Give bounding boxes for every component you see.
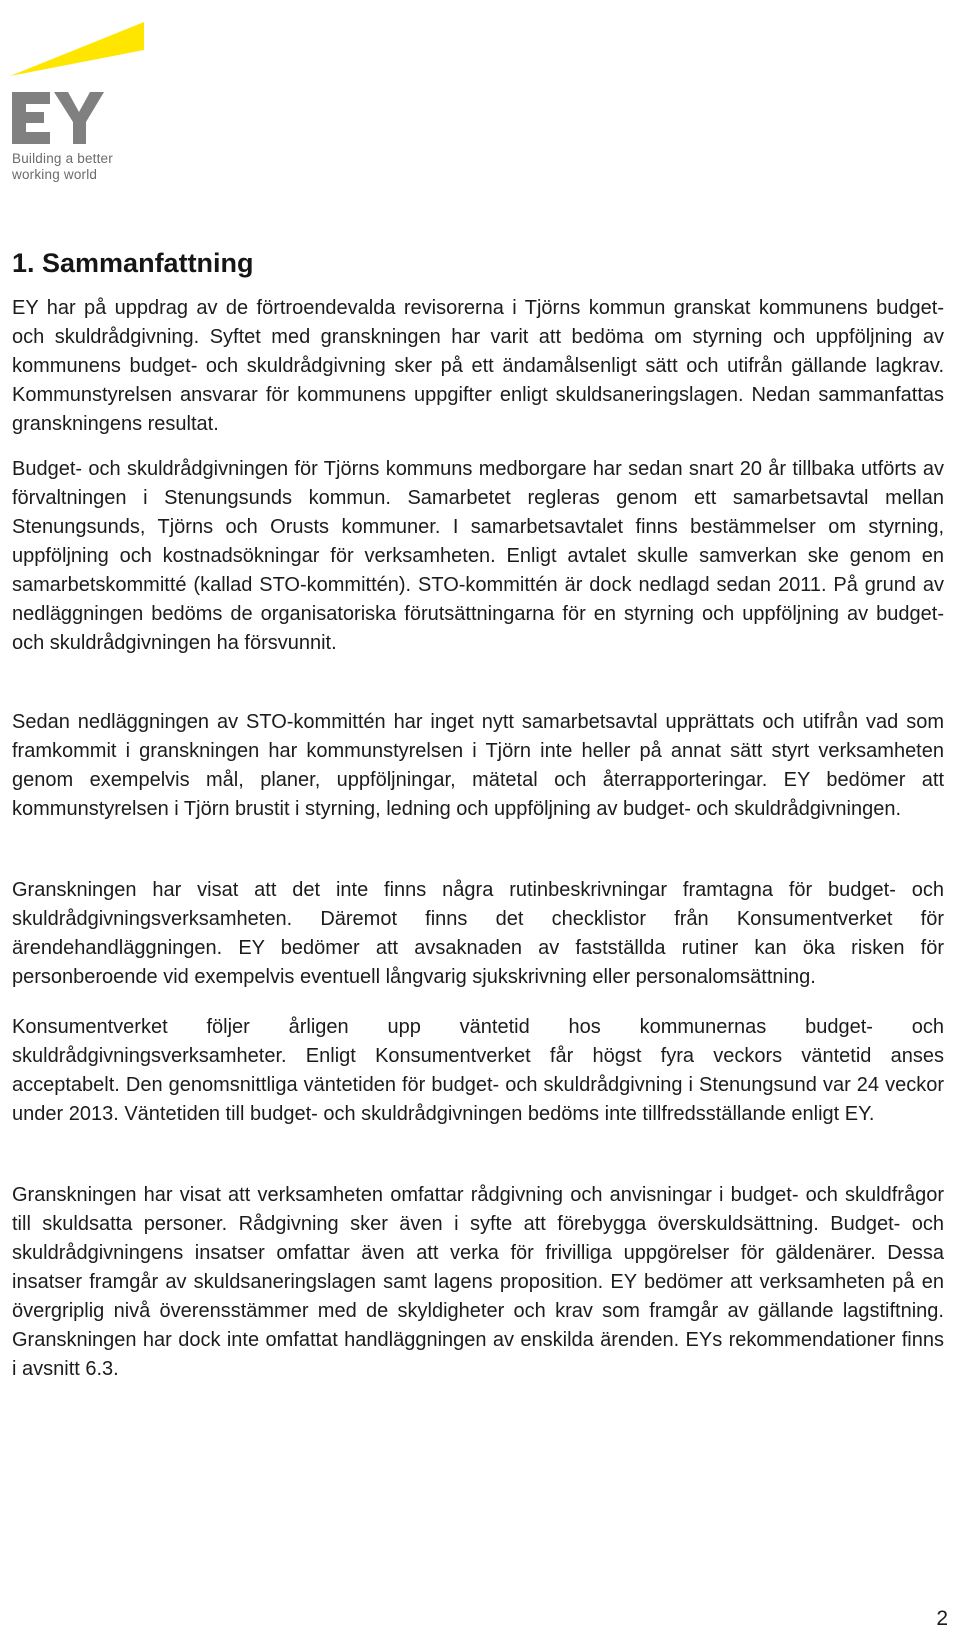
- ey-logo: [10, 14, 170, 184]
- ey-tagline-line1: Building a better: [12, 151, 113, 166]
- ey-tagline: [12, 151, 113, 183]
- page-number: 2: [936, 1607, 948, 1630]
- paragraph-2: Budget- och skuldrådgivningen för Tjörns kommuns medborgare har sedan snart 20 år tillbaka utförts av förvaltningen i Stenungsunds kommun. Samarbetet regleras genom ett samarbetsavtal mellan Stenungsunds, Tjörns och Orusts kommuner. I samarbetsavtalet finns bestämmelser om styrning, uppföljning och kostnadsökningar för verksamheten. Enligt avtalet skulle samverkan ske genom en samarbetskommitté (kallad STO-kommittén). STO-kommittén är dock nedlagd sedan 2011. På grund av nedläggningen bedöms de organisatoriska förutsättningarna för en styrning och uppföljning av budget- och skuldrådgivningen ha försvunnit.: [12, 458, 944, 654]
- paragraph-1: EY har på uppdrag av de förtroendevalda revisorerna i Tjörns kommun granskat kommunens budget- och skuldrådgivning. Syftet med granskningen har varit att bedöma om styrning och uppföljning av kommunens budget- och skuldrådgivning sker på ett ändamålsenligt sätt och utifrån gällande lagkrav. Kommunstyrelsen ansvarar för kommunens uppgifter enligt skuldsaneringslagen. Nedan sammanfattas granskningens resultat.: [12, 297, 944, 435]
- paragraph-4: Granskningen har visat att det inte finns några rutinbeskrivningar framtagna för budget- och skuldrådgivningsverksamheten. Däremot finns det checklistor från Konsumentverket för ärendehandläggningen. EY bedömer att avsaknaden av fastställda rutiner kan öka risken för personberoende vid exempelvis eventuell långvarig sjukskrivning eller personalomsättning.: [12, 879, 944, 988]
- paragraph-5: Konsumentverket följer årligen upp väntetid hos kommunernas budget- och skuldrådgivningsverksamheter. Enligt Konsumentverket får högst fyra veckors väntetid anses acceptabelt. Den genomsnittliga väntetiden för budget- och skuldrådgivning i Stenungsund var 24 veckor under 2013. Väntetiden till budget- och skuldrådgivningen bedöms inte tillfredsställande enligt EY.: [12, 1016, 944, 1125]
- ey-logo-mark: [10, 14, 170, 150]
- ey-tagline-line2: working world: [12, 167, 98, 182]
- paragraph-3: Sedan nedläggningen av STO-kommittén har inget nytt samarbetsavtal upprättats och utifrån vad som framkommit i granskningen har kommunstyrelsen i Tjörn inte heller på annat sätt styrt verksamheten genom exempelvis mål, planer, uppföljningar, mätetal och återrapporteringar. EY bedömer att kommunstyrelsen i Tjörn brustit i styrning, ledning och uppföljning av budget- och skuldrådgivningen.: [12, 711, 944, 820]
- section-title: 1. Sammanfattning: [12, 248, 254, 278]
- paragraph-6: Granskningen har visat att verksamheten omfattar rådgivning och anvisningar i budget- och skuldfrågor till skuldsatta personer. Rådgivning sker även i syfte att förebygga överskuldsättning. Budget- och skuldrådgivningens insatser omfattar även att verka för frivilliga uppgörelser för gäldenärer. Dessa insatser framgår av skuldsaneringslagen samt lagens proposition. EY bedömer att verksamheten på en övergriplig nivå överensstämmer med de skyldigheter och krav som framgår av gällande lagstiftning. Granskningen har dock inte omfattat handläggningen av enskilda ärenden. EYs rekommendationer finns i avsnitt 6.3.: [12, 1184, 944, 1380]
- ey-beam-icon: [10, 22, 144, 76]
- ey-letters-icon: [12, 92, 104, 144]
